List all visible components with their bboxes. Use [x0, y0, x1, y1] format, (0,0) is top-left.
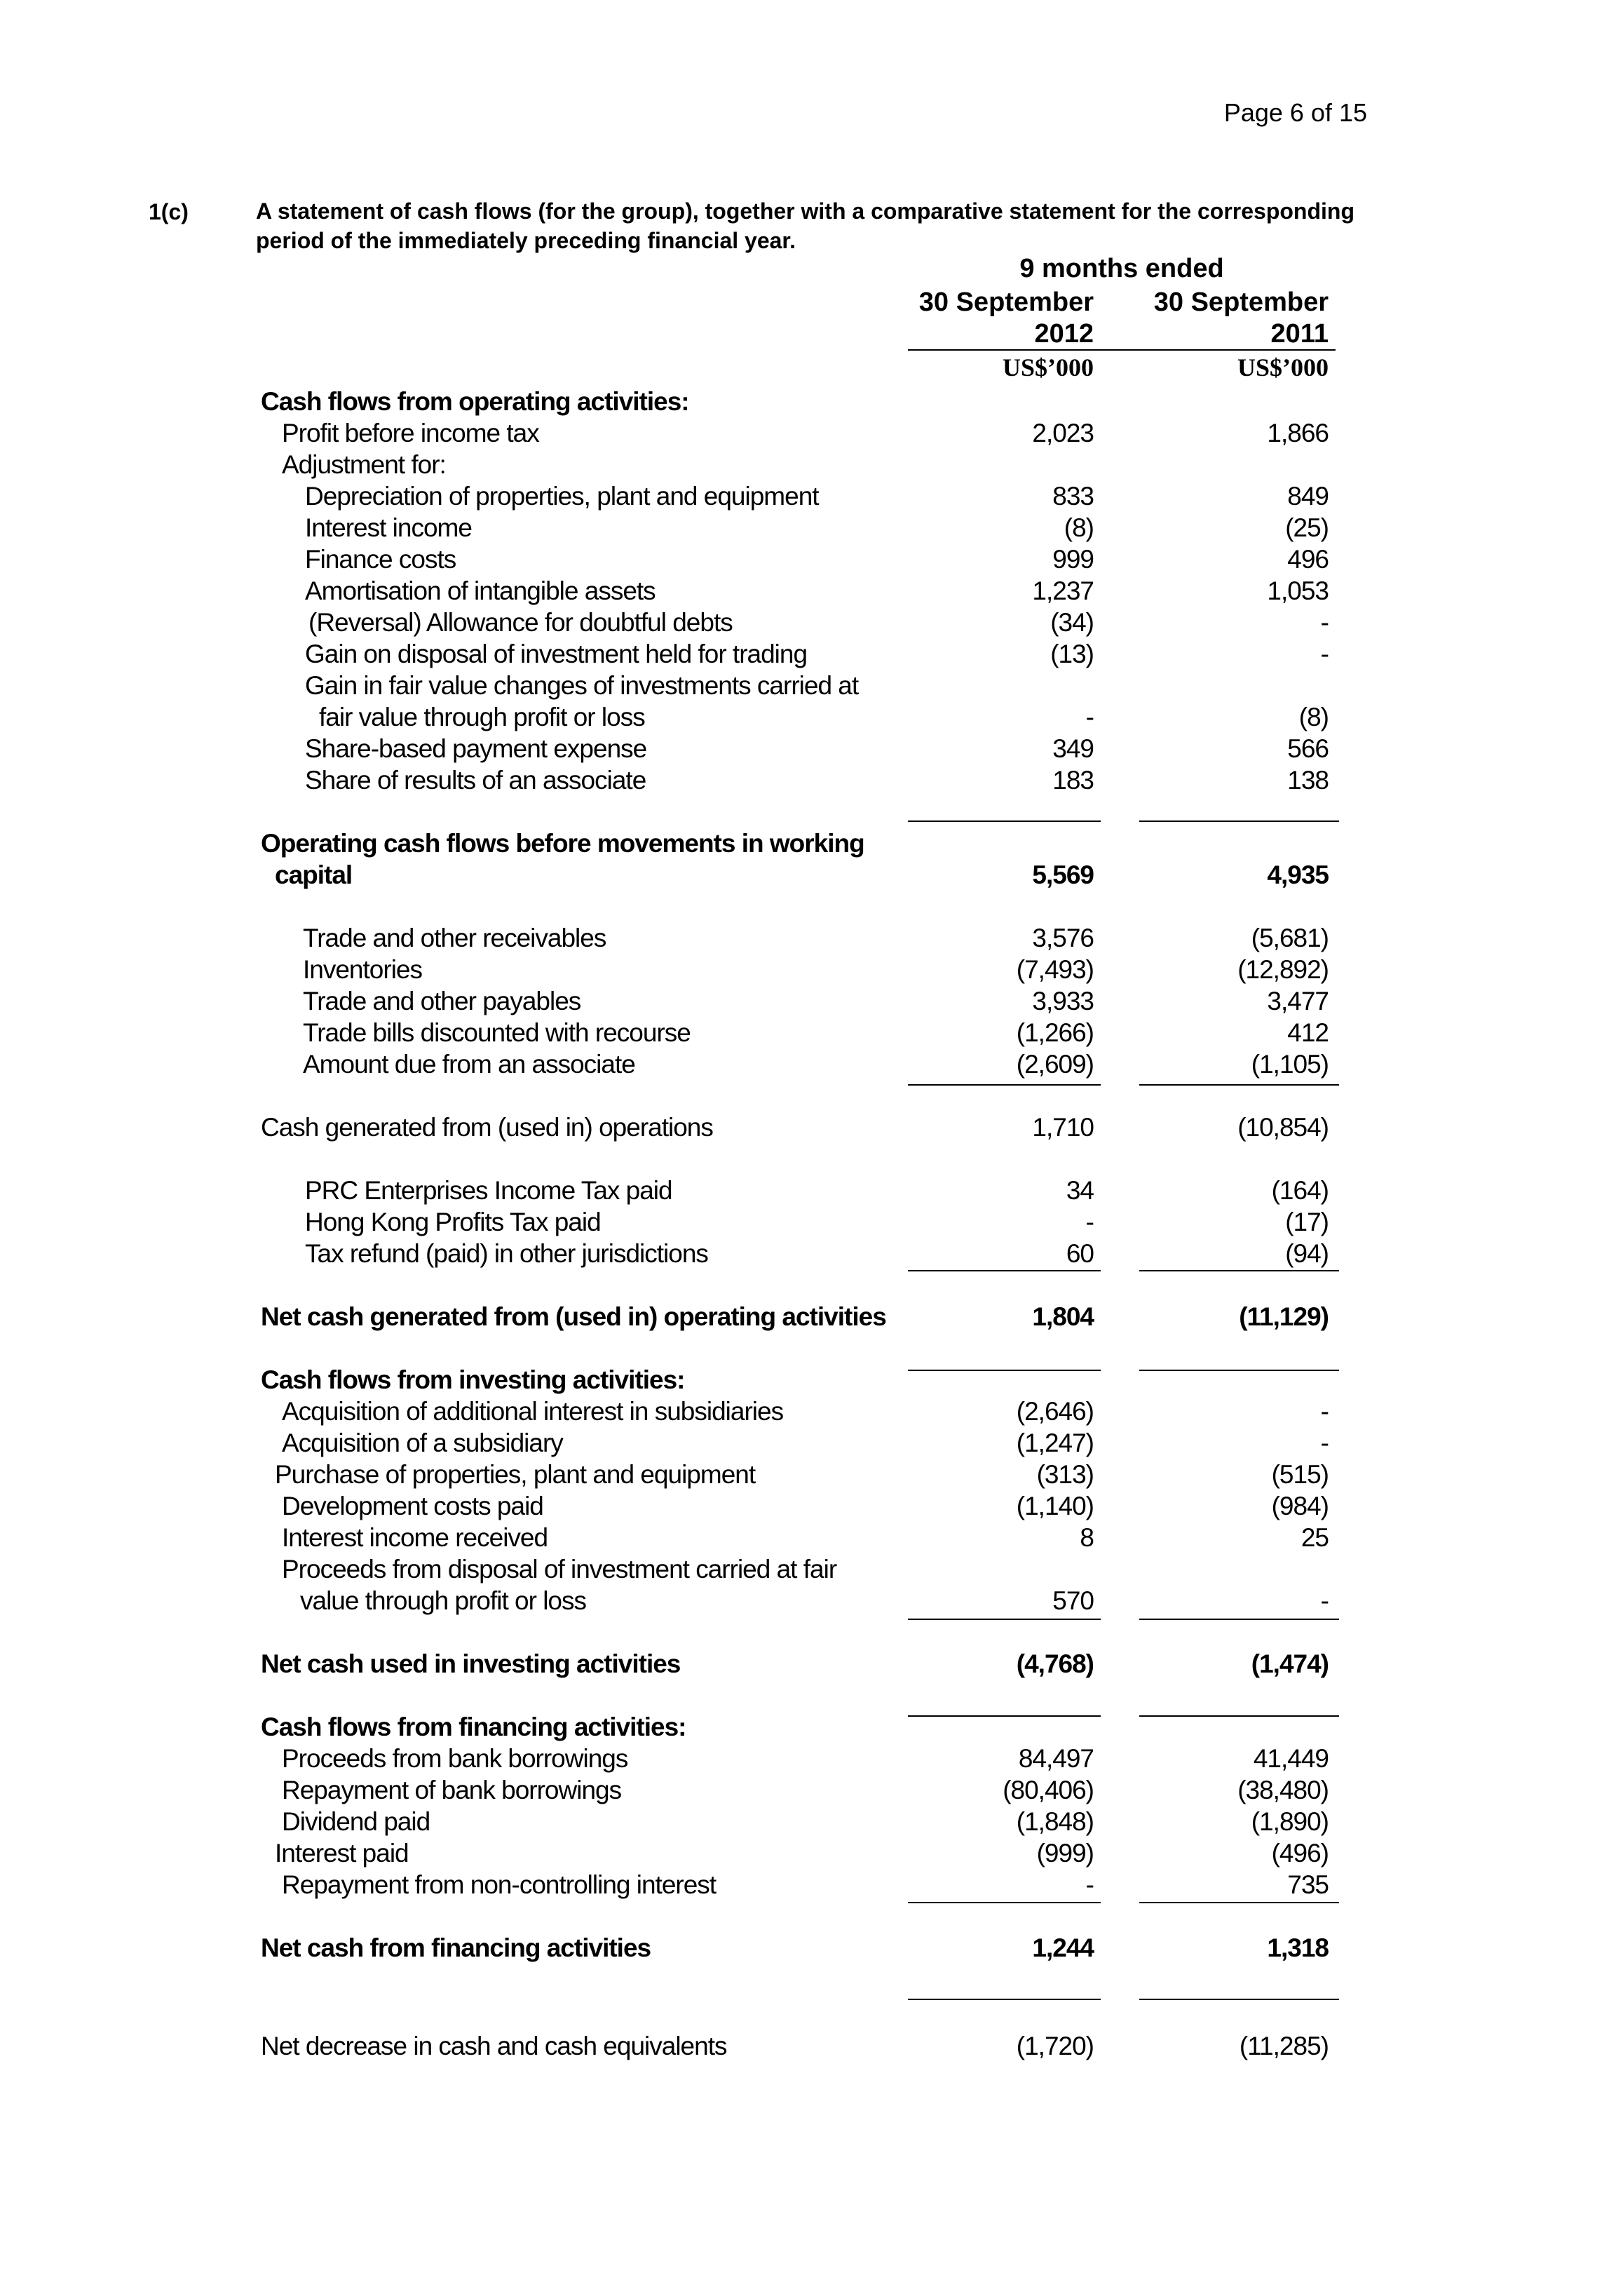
total-rule [1139, 1715, 1339, 1717]
value-2012: (7,493) [1016, 955, 1094, 984]
value-2011: (38,480) [1237, 1776, 1329, 1804]
row-label: Repayment of bank borrowings [282, 1776, 622, 1804]
statement-row [0, 1555, 1623, 1586]
value-2011: 566 [1287, 734, 1329, 763]
total-rule [1139, 821, 1339, 822]
statement-row [0, 640, 1623, 670]
statement-row [0, 1713, 1623, 1743]
statement-row [0, 482, 1623, 513]
statement-row [0, 1933, 1623, 1964]
row-label: fair value through profit or loss [319, 703, 645, 731]
row-label: Proceeds from disposal of investment carried at fair [282, 1555, 837, 1583]
row-label: Gain in fair value changes of investments carried at [305, 671, 859, 700]
statement-row [0, 387, 1623, 418]
statement-row [0, 1397, 1623, 1428]
value-2012: 1,237 [1032, 576, 1094, 605]
statement-row [0, 766, 1623, 797]
statement-row [0, 1208, 1623, 1238]
total-rule [1139, 1902, 1339, 1903]
row-label: Operating cash flows before movements in working [261, 829, 864, 858]
col2-year-header: 2011 [1270, 319, 1329, 349]
value-2012: 60 [1066, 1239, 1094, 1268]
value-2011: 1,318 [1267, 1933, 1329, 1962]
header-rule [908, 349, 1336, 351]
value-2012: (80,406) [1003, 1776, 1094, 1804]
value-2011: (984) [1271, 1492, 1329, 1520]
value-2011: - [1320, 1397, 1329, 1426]
value-2012: (34) [1050, 608, 1094, 637]
statement-row [0, 734, 1623, 765]
row-label: Net cash from financing activities [261, 1933, 651, 1962]
value-2011: (1,474) [1251, 1649, 1329, 1678]
row-label: Gain on disposal of investment held for trading [305, 640, 808, 668]
value-2012: 34 [1066, 1176, 1094, 1205]
row-label: Proceeds from bank borrowings [282, 1744, 628, 1773]
total-rule [908, 821, 1101, 822]
statement-row [0, 2032, 1623, 2062]
period-header: 9 months ended [1019, 254, 1224, 283]
statement-row [0, 1870, 1623, 1901]
row-label: Purchase of properties, plant and equipment [275, 1460, 756, 1489]
value-2011: 25 [1301, 1523, 1329, 1552]
value-2011: (1,105) [1251, 1050, 1329, 1079]
row-label: Net cash generated from (used in) operating activities [261, 1302, 886, 1331]
page-number: Page 6 of 15 [1223, 98, 1367, 127]
value-2011: 1,866 [1267, 419, 1329, 447]
statement-row [0, 1744, 1623, 1775]
total-rule [1139, 1999, 1339, 2000]
row-label: Cash generated from (used in) operations [261, 1113, 713, 1142]
value-2012: (1,247) [1016, 1429, 1094, 1457]
statement-row [0, 1492, 1623, 1522]
value-2012: (999) [1036, 1839, 1094, 1868]
value-2011: - [1320, 1429, 1329, 1457]
total-rule [1139, 1619, 1339, 1620]
value-2012: 2,023 [1032, 419, 1094, 447]
row-label: Cash flows from investing activities: [261, 1365, 685, 1394]
section-number: 1(c) [149, 199, 189, 224]
value-2011: 496 [1287, 545, 1329, 574]
col1-year-header: 2012 [1034, 319, 1094, 349]
row-label: Profit before income tax [282, 419, 539, 447]
value-2011: - [1320, 640, 1329, 668]
value-2011: (17) [1285, 1208, 1329, 1236]
row-label: Hong Kong Profits Tax paid [305, 1208, 601, 1236]
row-label: Interest income [305, 513, 472, 542]
row-label: Inventories [303, 955, 422, 984]
value-2012: (2,609) [1016, 1050, 1094, 1079]
statement-row [0, 860, 1623, 891]
value-2012: - [1085, 1208, 1094, 1236]
value-2011: 1,053 [1267, 576, 1329, 605]
statement-row [0, 1113, 1623, 1144]
row-label: Development costs paid [282, 1492, 543, 1520]
statement-row [0, 829, 1623, 860]
value-2012: 8 [1080, 1523, 1094, 1552]
statement-row [0, 608, 1623, 639]
value-2012: (1,266) [1016, 1018, 1094, 1047]
value-2012: (4,768) [1016, 1649, 1094, 1678]
row-label: Depreciation of properties, plant and equipment [305, 482, 819, 511]
row-label: Amortisation of intangible assets [305, 576, 656, 605]
statement-row [0, 450, 1623, 481]
statement-row [0, 419, 1623, 450]
total-rule [908, 1715, 1101, 1717]
col2-date-header: 30 September [1153, 288, 1329, 317]
row-label: Trade and other payables [303, 987, 581, 1015]
value-2012: 1,804 [1032, 1302, 1094, 1331]
total-rule [908, 1619, 1101, 1620]
statement-row [0, 1302, 1623, 1333]
value-2011: - [1320, 1586, 1329, 1615]
value-2012: 3,933 [1032, 987, 1094, 1015]
value-2012: 3,576 [1032, 924, 1094, 952]
statement-row [0, 1050, 1623, 1081]
row-label: Trade bills discounted with recourse [303, 1018, 691, 1047]
value-2012: (1,848) [1016, 1807, 1094, 1836]
total-rule [1139, 1084, 1339, 1086]
statement-row [0, 924, 1623, 954]
value-2012: 183 [1052, 766, 1094, 795]
row-label: Cash flows from financing activities: [261, 1713, 686, 1741]
value-2011: 3,477 [1267, 987, 1329, 1015]
value-2011: 138 [1287, 766, 1329, 795]
value-2011: (164) [1271, 1176, 1329, 1205]
total-rule [1139, 1270, 1339, 1271]
value-2011: (10,854) [1237, 1113, 1329, 1142]
statement-row [0, 1839, 1623, 1870]
statement-row [0, 1239, 1623, 1270]
row-label: Dividend paid [282, 1807, 430, 1836]
statement-row [0, 1365, 1623, 1396]
total-rule [908, 1999, 1101, 2000]
value-2011: 4,935 [1267, 860, 1329, 889]
value-2011: 849 [1287, 482, 1329, 511]
value-2011: (496) [1271, 1839, 1329, 1868]
statement-row [0, 1649, 1623, 1680]
statement-row [0, 576, 1623, 607]
value-2012: (1,140) [1016, 1492, 1094, 1520]
value-2012: 570 [1052, 1586, 1094, 1615]
value-2012: 1,710 [1032, 1113, 1094, 1142]
value-2011: (1,890) [1251, 1807, 1329, 1836]
row-label: Share-based payment expense [305, 734, 647, 763]
statement-row [0, 513, 1623, 544]
value-2012: (13) [1050, 640, 1094, 668]
statement-row [0, 545, 1623, 576]
value-2012: 5,569 [1032, 860, 1094, 889]
value-2012: 349 [1052, 734, 1094, 763]
row-label: Adjustment for: [282, 450, 446, 479]
row-label: Repayment from non-controlling interest [282, 1870, 717, 1899]
value-2011: (25) [1285, 513, 1329, 542]
statement-row [0, 1460, 1623, 1491]
row-label: value through profit or loss [300, 1586, 587, 1615]
section-title: A statement of cash flows (for the group), together with a comparative statement for the corresponding period of the immediately preceding financial year. [256, 198, 1354, 253]
value-2011: (5,681) [1251, 924, 1329, 952]
statement-row [0, 1176, 1623, 1207]
statement-row [0, 1586, 1623, 1617]
row-label: Acquisition of additional interest in subsidiaries [282, 1397, 784, 1426]
statement-row [0, 987, 1623, 1018]
row-label: (Reversal) Allowance for doubtful debts [308, 608, 733, 637]
total-rule [908, 1084, 1101, 1086]
total-rule [908, 1902, 1101, 1903]
statement-row [0, 1429, 1623, 1459]
value-2011: (12,892) [1237, 955, 1329, 984]
value-2012: 999 [1052, 545, 1094, 574]
row-label: Interest paid [275, 1839, 409, 1868]
statement-row [0, 955, 1623, 986]
value-2012: 84,497 [1018, 1744, 1094, 1773]
col2-unit-header: US$’000 [1237, 353, 1329, 381]
row-label: Share of results of an associate [305, 766, 646, 795]
statement-row [0, 703, 1623, 734]
value-2011: (94) [1285, 1239, 1329, 1268]
value-2011: 735 [1287, 1870, 1329, 1899]
value-2012: (313) [1036, 1460, 1094, 1489]
value-2012: (1,720) [1016, 2032, 1094, 2060]
row-label: Tax refund (paid) in other jurisdictions [305, 1239, 708, 1268]
total-rule [1139, 1370, 1339, 1371]
value-2012: 833 [1052, 482, 1094, 511]
row-label: Trade and other receivables [303, 924, 606, 952]
row-label: Net decrease in cash and cash equivalents [261, 2032, 727, 2060]
row-label: capital [275, 860, 353, 889]
value-2011: (11,285) [1239, 2032, 1329, 2060]
value-2012: 1,244 [1032, 1933, 1094, 1962]
statement-row [0, 1018, 1623, 1049]
statement-row [0, 671, 1623, 702]
value-2012: (2,646) [1016, 1397, 1094, 1426]
row-label: Acquisition of a subsidiary [282, 1429, 563, 1457]
value-2011: 412 [1287, 1018, 1329, 1047]
value-2011: - [1320, 608, 1329, 637]
col1-unit-header: US$’000 [1002, 353, 1094, 381]
statement-row [0, 1776, 1623, 1807]
row-label: Amount due from an associate [303, 1050, 635, 1079]
col1-date-header: 30 September [918, 288, 1094, 317]
value-2012: - [1085, 703, 1094, 731]
row-label: PRC Enterprises Income Tax paid [305, 1176, 672, 1205]
value-2011: (11,129) [1239, 1302, 1329, 1331]
row-label: Cash flows from operating activities: [261, 387, 689, 416]
total-rule [908, 1270, 1101, 1271]
value-2012: (8) [1064, 513, 1094, 542]
value-2011: 41,449 [1253, 1744, 1329, 1773]
row-label: Interest income received [282, 1523, 548, 1552]
statement-row [0, 1523, 1623, 1554]
row-label: Finance costs [305, 545, 456, 574]
value-2011: (515) [1271, 1460, 1329, 1489]
value-2011: (8) [1298, 703, 1329, 731]
row-label: Net cash used in investing activities [261, 1649, 681, 1678]
statement-row [0, 1807, 1623, 1838]
total-rule [908, 1370, 1101, 1371]
value-2012: - [1085, 1870, 1094, 1899]
